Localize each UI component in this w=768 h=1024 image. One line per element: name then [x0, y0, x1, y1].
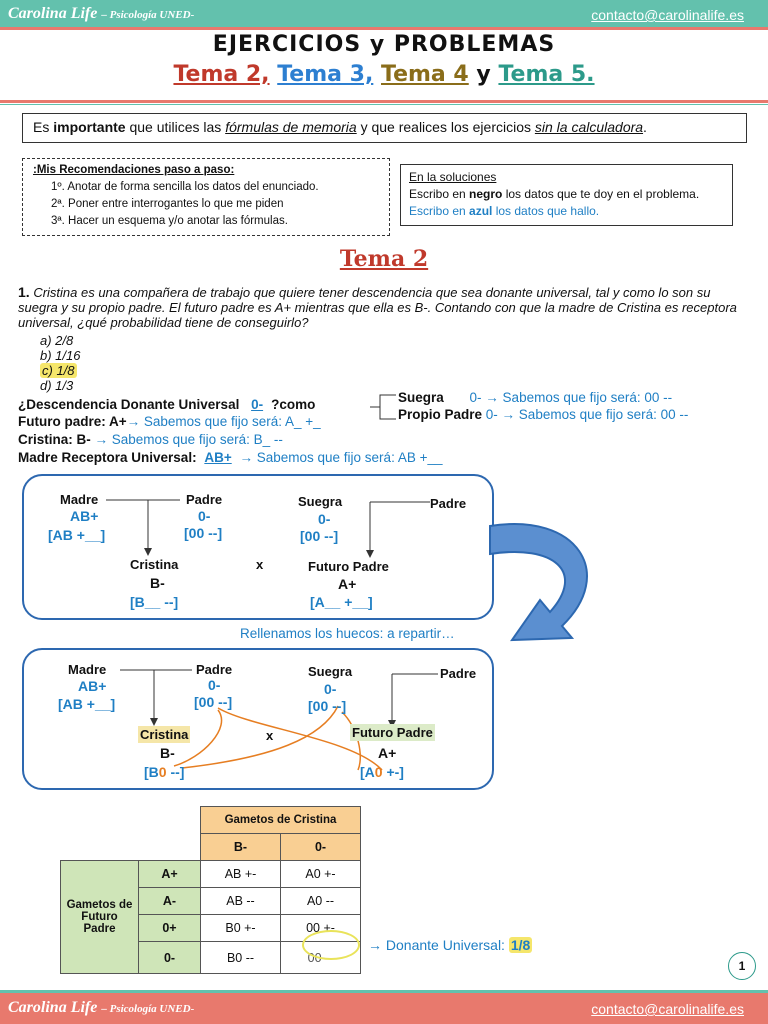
table-row-label: A+: [139, 861, 201, 888]
d2-suegra-phenotype: 0-: [324, 681, 337, 697]
footer-email-link[interactable]: contacto@carolinalife.es: [591, 1001, 744, 1017]
table-cell: B0 +-: [201, 915, 281, 942]
important-note: Es importante que utilices las fórmulas de memoria y que realices los ejercicios sin la calculadora.: [22, 113, 747, 143]
d1-suegra-genotype: [00 --]: [300, 528, 339, 544]
d1-padre-genotype: [00 --]: [184, 525, 223, 541]
d2-futuro-genotype: [A0 +-]: [360, 764, 404, 780]
footer-bar: [0, 990, 768, 1024]
d1-madre-phenotype: AB+: [70, 508, 99, 524]
d2-cristina-label: Cristina: [140, 727, 189, 742]
d1-futuro-genotype: [A__ +__]: [310, 594, 373, 610]
subtitle-tema2: Tema 2,: [173, 62, 270, 87]
d2-madre-genotype: [AB +__]: [58, 696, 116, 712]
legend-black-line: Escribo en negro los datos que te doy en el problema.: [409, 187, 700, 201]
result-line: → Donante Universal: 1/8: [368, 937, 531, 953]
d2-cross-symbol: x: [266, 728, 274, 743]
d1-suegra-phenotype: 0-: [318, 511, 331, 527]
d1-futuro-phenotype: A+: [338, 576, 357, 592]
d1-cristina-label: Cristina: [130, 557, 179, 572]
recommendation-item: 2ª. Poner entre interrogantes lo que me piden: [51, 198, 284, 210]
answer-options: [40, 333, 80, 393]
propio-padre-line: Propio Padre 0- → Sabemos que fijo será: 00 --: [398, 407, 689, 422]
table-row-label: A-: [139, 888, 201, 915]
subtitle-and: y: [476, 62, 491, 87]
table-cell: A0 --: [281, 888, 361, 915]
legend-blue-line: Escribo en azul los datos que hallo.: [409, 204, 600, 218]
recommendations-box: [22, 158, 390, 236]
question-text: 1. Cristina es una compañera de trabajo que quiere tener descendencia que sea donante universal, tal y como lo son su suegra y su propio padre. El futuro padre es A+ mientras que ella es B-. Contando con que la madre de Cristina es receptora universal, ¿qué probabilidad tiene de conseguirlo?: [18, 284, 737, 330]
d1-padre-phenotype: 0-: [198, 508, 211, 524]
recommendation-item: 3ª. Hacer un esquema y/o anotar las fórmulas.: [51, 215, 288, 227]
page-subtitle: [0, 62, 768, 87]
suegra-line: Suegra 0- → Sabemos que fijo será: 00 --: [398, 390, 673, 405]
top-header-bar: [0, 0, 768, 30]
table-col-header: B-: [201, 834, 281, 861]
bracket-icon: [368, 392, 400, 422]
d2-cristina-genotype: [B0 --]: [144, 764, 185, 780]
recommendation-item: 1º. Anotar de forma sencilla los datos del enunciado.: [51, 181, 319, 193]
recommendations-title: :Mis Recomendaciones paso a paso:: [33, 164, 235, 176]
header-email-link[interactable]: contacto@carolinalife.es: [591, 7, 744, 23]
d1-madre-genotype: [AB +__]: [48, 527, 106, 543]
option-c: c) 1/8: [42, 363, 75, 378]
subtitle-tema3: Tema 3,: [277, 62, 374, 87]
madre-line: Madre Receptora Universal: AB+ → Sabemos que fijo será: AB +__: [18, 450, 443, 465]
curved-arrow-icon: [488, 518, 608, 658]
highlight-ring: [302, 930, 360, 960]
cristina-line: Cristina: B- → Sabemos que fijo será: B_ --: [18, 432, 283, 447]
d1-padre2-label: Padre: [430, 496, 467, 511]
section-heading: Tema 2: [339, 246, 429, 272]
subtitle-tema5: Tema 5.: [498, 62, 595, 87]
table-col-header: 0-: [281, 834, 361, 861]
fill-caption: Rellenamos los huecos: a repartir…: [240, 626, 455, 641]
title-divider: [0, 100, 768, 103]
option-a: a) 2/8: [40, 333, 74, 348]
d2-padre-genotype: [00 --]: [194, 694, 233, 710]
d2-suegra-label: Suegra: [308, 664, 353, 679]
solutions-legend-box: [400, 164, 733, 226]
table-side-header: Gametos de Futuro Padre: [61, 861, 139, 974]
table-cell: B0 --: [201, 942, 281, 974]
d2-suegra-genotype: [00 --]: [308, 698, 347, 714]
option-d: d) 1/3: [40, 378, 74, 393]
subtitle-tema4: Tema 4: [381, 62, 469, 87]
table-cell: AB +-: [201, 861, 281, 888]
d2-cristina-phenotype: B-: [160, 745, 175, 761]
d2-madre-label: Madre: [68, 662, 107, 677]
d2-padre2-label: Padre: [440, 666, 477, 681]
table-cell: A0 +-: [281, 861, 361, 888]
page-number: 1: [728, 952, 756, 980]
d1-cristina-genotype: [B__ --]: [130, 594, 179, 610]
brand-name: Carolina Life – Psicología UNED-: [8, 5, 195, 22]
table-cell: 00 --: [281, 942, 361, 974]
table-row: [61, 861, 361, 888]
descendencia-line: ¿Descendencia Donante Universal 0- ?como: [18, 397, 316, 412]
d1-cross-symbol: x: [256, 557, 264, 572]
d2-padre-label: Padre: [196, 662, 233, 677]
d1-padre-label: Padre: [186, 492, 223, 507]
table-cell: 00 +-: [281, 915, 361, 942]
option-b: b) 1/16: [40, 348, 81, 363]
d2-madre-phenotype: AB+: [78, 678, 107, 694]
solutions-legend-title: En la soluciones: [409, 170, 497, 184]
title-divider-thin: [0, 104, 768, 105]
d2-futuro-phenotype: A+: [378, 745, 397, 761]
d2-padre-phenotype: 0-: [208, 677, 221, 693]
table-top-header: Gametos de Cristina: [201, 807, 361, 834]
table-row-label: 0+: [139, 915, 201, 942]
d1-suegra-label: Suegra: [298, 494, 343, 509]
d1-madre-label: Madre: [60, 492, 99, 507]
d2-futuro-label: Futuro Padre: [352, 725, 433, 740]
d1-cristina-phenotype: B-: [150, 575, 165, 591]
footer-brand: Carolina Life – Psicología UNED-: [8, 999, 195, 1016]
futuro-padre-line: Futuro padre: A+→ Sabemos que fijo será: A_ +_: [18, 414, 321, 429]
page-title: EJERCICIOS y PROBLEMAS: [212, 32, 556, 57]
d1-futuro-label: Futuro Padre: [308, 559, 389, 574]
table-cell: AB --: [201, 888, 281, 915]
table-row-label: 0-: [139, 942, 201, 974]
